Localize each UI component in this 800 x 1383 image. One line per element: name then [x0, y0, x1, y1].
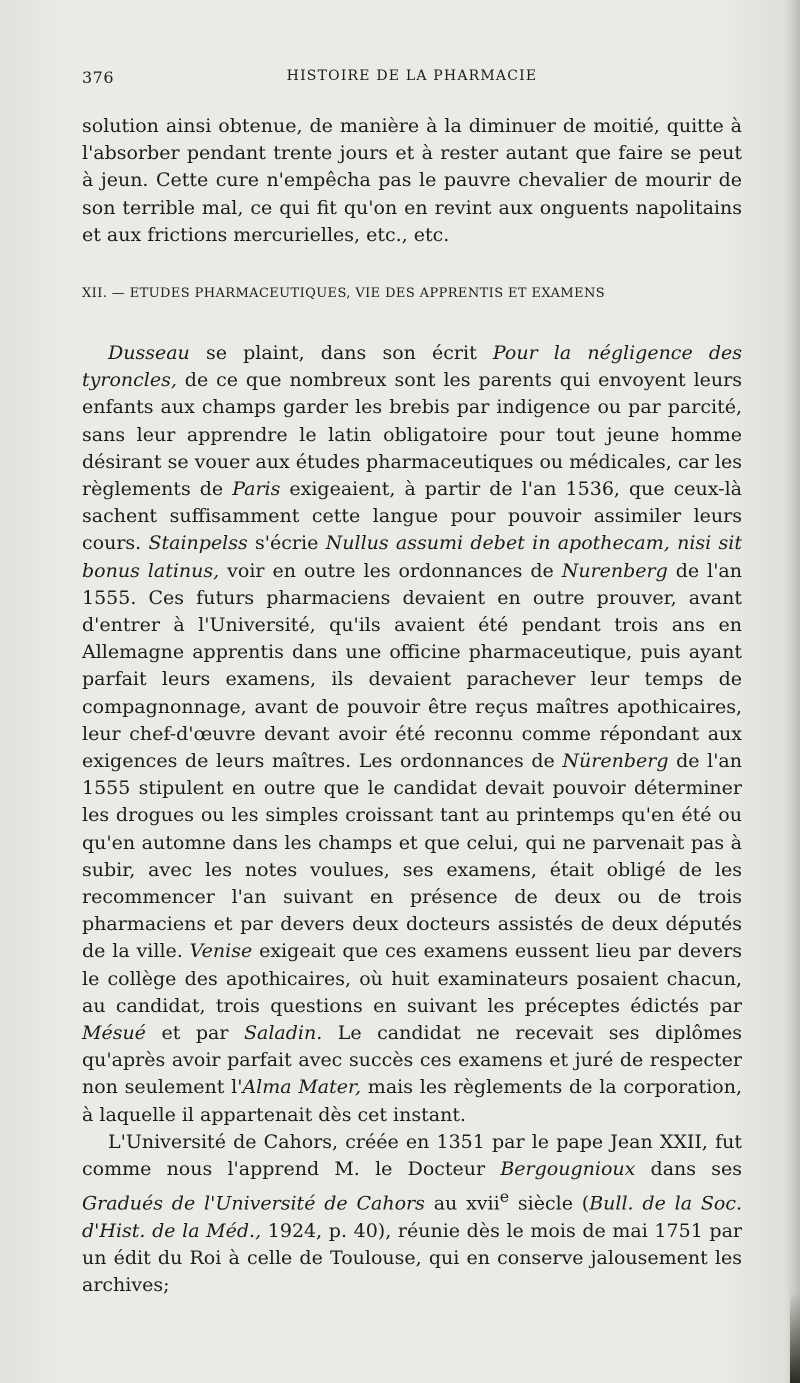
place-name: Paris — [232, 478, 281, 501]
paragraph-cahors — [82, 1129, 742, 1300]
text-run: et par — [145, 1022, 244, 1045]
page-edge-shadow — [786, 0, 800, 1383]
text-run: se plaint, dans son écrit — [189, 342, 493, 364]
page-corner-shadow — [790, 1293, 800, 1383]
text-run: voir en outre les ordonnances de — [219, 559, 562, 582]
author-name: Stainpelss — [148, 532, 248, 555]
text-run: exigeait que ces examens eussent lieu par devers le collège des apothicaires, où huit examinateurs posaient chacun, au candidat, trois questions en suivant les préceptes édictés par — [82, 940, 742, 1017]
author-name: Saladin. — [243, 1022, 323, 1045]
paragraph-examens — [82, 340, 742, 1129]
text-run: dans ses — [635, 1158, 743, 1181]
author-name: Bergougnioux — [500, 1158, 636, 1181]
text-run: 1924, p. 40), réunie dès le mois de mai 1751 par un édit du Roi à celle de Toulouse, qui en conserve jalousement les archives; — [82, 1219, 743, 1297]
text-run: s'écrie — [247, 532, 326, 555]
section-heading: XII. — ETUDES PHARMACEUTIQUES, VIE DES APPRENTIS ET EXAMENS — [82, 286, 606, 301]
page-number: 376 — [82, 68, 115, 87]
latin-term: Alma Mater, — [242, 1076, 362, 1099]
opening-paragraph: solution ainsi obtenue, de manière à la diminuer de moitié, quitte à l'absorber pendant trente jours et à rester autant que faire se peut à jeun. Cette cure n'empêcha pas le pauvre chevalier de mourir de son terrible mal, ce qui fit qu'on en revint aux onguents napolitains et aux frictions mercurielles, etc., etc. — [82, 115, 742, 246]
work-title: Pour la négligence des tyroncles, — [82, 342, 743, 392]
author-name: Mésué — [82, 1022, 146, 1045]
text-run: mais les règlements de la corporation, à laquelle il appartenait dès cet instant. — [82, 1076, 742, 1126]
author-name: Dusseau — [108, 342, 190, 364]
place-name: Venise — [189, 940, 253, 963]
text-run: L'Université de Cahors, créée en 1351 par le pape Jean XXII, fut comme nous l'apprend M. le Docteur — [82, 1130, 742, 1181]
journal-title: Bull. de la Soc. d'Hist. de la Méd., — [82, 1192, 743, 1242]
century-superscript: e — [499, 1187, 510, 1207]
running-title: HISTOIRE DE LA PHARMACIE — [286, 68, 538, 84]
text-run: de ce que nombreux sont les parents qui envoyent leurs enfants aux champs garder les brebis par indigence ou par parcité, sans leur apprendre le latin obligatoire pour tout jeune homme désirant se vouer aux études pharmaceutiques ou médicales, car les règlements de — [82, 369, 742, 501]
work-title: Gradués de l'Université de Cahors — [82, 1192, 425, 1215]
text-run: siècle ( — [509, 1192, 590, 1215]
text-run: de l'an 1555. Ces futurs pharmaciens devaient en outre prouver, avant d'entrer à l'Université, qu'ils avaient été pendant trois ans en Allemagne apprentis dans une officine pharmaceutique, puis ayant parfait leurs examens, ils devaient parachever leur temps de compagnonnage, avant de pouvoir être reçus maîtres apothicaires, leur chef-d'œuvre devant avoir été reconnu comme répondant aux exigences de leurs maîtres. Les ordonnances de — [82, 559, 742, 773]
text-run: exigeaient, à partir de l'an 1536, que ceux-là sachent suffisamment cette langue pour pouvoir assimiler leurs cours. — [82, 478, 742, 555]
place-name: Nürenberg — [562, 750, 669, 773]
text-run: Le candidat ne recevait ses diplômes qu'après avoir parfait avec succès ces examens et juré de respecter non seulement l' — [82, 1022, 742, 1099]
text-run: de l'an 1555 stipulent en outre que le candidat devait pouvoir déterminer les drogues ou les simples croissant tant au printemps qu'en été ou qu'en automne dans les champs et que celui, qui ne parvenait pas à subir, avec les notes voulues, ses examens, était obligé de les recommencer l'an suivant en présence de deux ou de trois pharmaciens et par devers deux docteurs assistés de deux députés de la ville. — [82, 750, 742, 963]
place-name: Nurenberg — [561, 559, 668, 582]
latin-quote: Nullus assumi debet in apothecam, nisi sit bonus latinus, — [82, 532, 742, 582]
running-header — [82, 68, 742, 92]
text-run: au xvii — [424, 1192, 500, 1215]
section-body — [82, 340, 742, 1299]
